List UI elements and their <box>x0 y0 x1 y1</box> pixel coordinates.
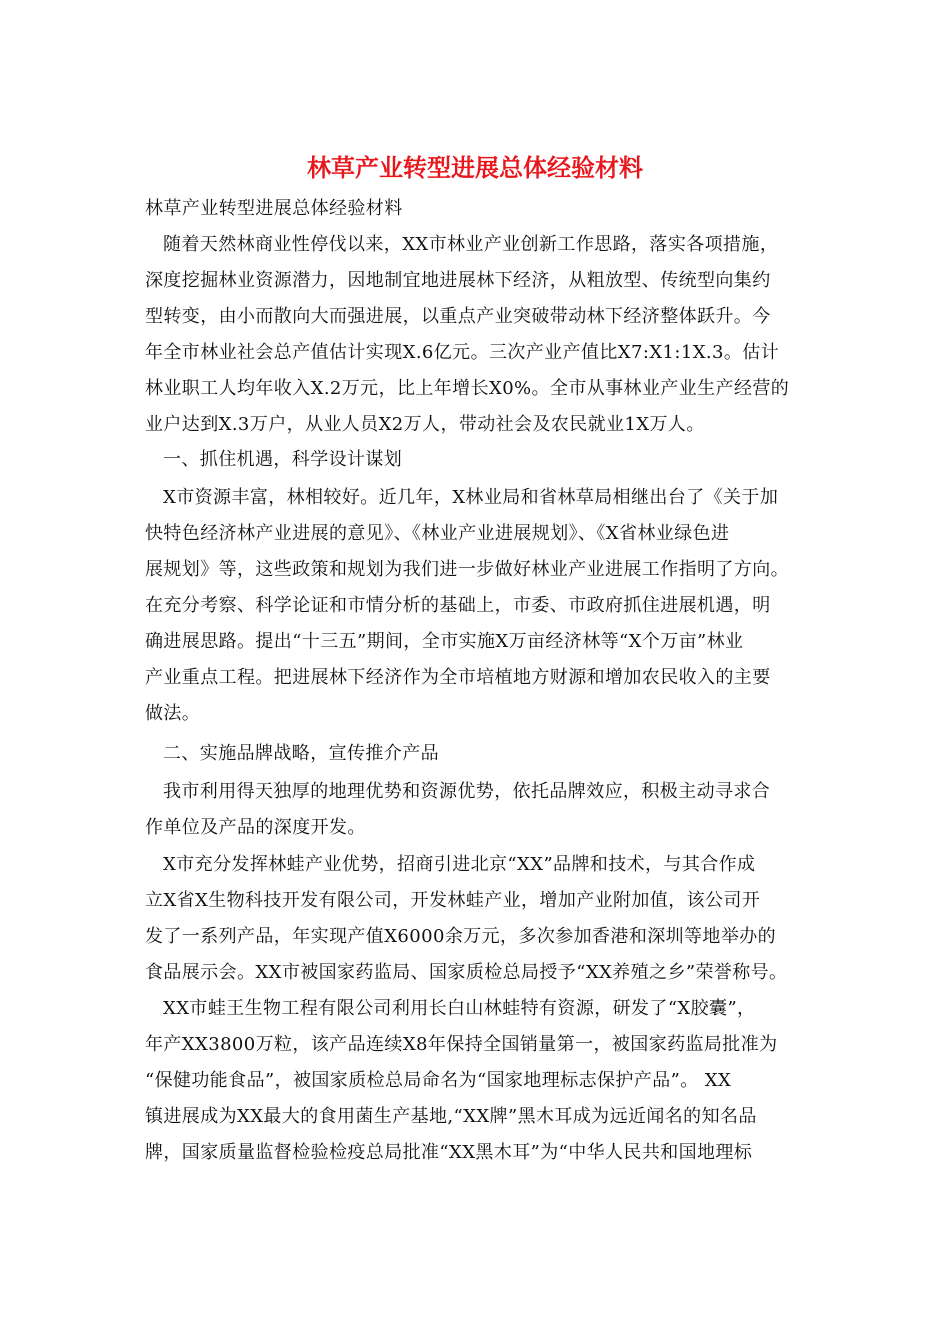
section-heading: 二、实施品牌战略，宣传推介产品 <box>163 743 439 764</box>
text-line: 立X省X生物科技开发有限公司，开发林蛙产业，增加产业附加值，该公司开 <box>145 890 761 911</box>
text-line: 深度挖掘林业资源潜力，因地制宜地进展林下经济，从粗放型、传统型向集约 <box>145 270 771 291</box>
text-line: 年产XX3800万粒，该产品连续X8年保持全国销量第一，被国家药监局批准为 <box>145 1034 778 1055</box>
text-line: 作单位及产品的深度开发。 <box>145 817 366 838</box>
text-line: 在充分考察、科学论证和市情分析的基础上，市委、市政府抓住进展机遇，明 <box>145 595 771 616</box>
text-line: X市充分发挥林蛙产业优势，招商引进北京“XX”品牌和技术，与其合作成 <box>163 854 756 875</box>
text-line: XX市蛙王生物工程有限公司利用长白山林蛙特有资源，研发了“X胶囊”， <box>163 998 756 1019</box>
text-line: 产业重点工程。把进展林下经济作为全市培植地方财源和增加农民收入的主要 <box>145 667 771 688</box>
text-line: X市资源丰富，林相较好。近几年，X林业局和省林草局相继出台了《关于加 <box>163 487 779 508</box>
text-line: 做法。 <box>145 703 201 724</box>
text-line: 快特色经济林产业进展的意见》、《林业产业进展规划》、《X省林业绿色进 <box>145 523 730 544</box>
document-title: 林草产业转型进展总体经验材料 <box>307 153 643 182</box>
text-line: 林草产业转型进展总体经验材料 <box>145 198 403 219</box>
text-line: 林业职工人均年收入X.2万元，比上年增长X0%。全市从事林业产业生产经营的 <box>145 378 790 399</box>
section-heading: 一、抓住机遇，科学设计谋划 <box>163 449 403 470</box>
text-line: 随着天然林商业性停伐以来，XX市林业产业创新工作思路，落实各项措施， <box>163 234 779 255</box>
text-line: “保健功能食品”，被国家质检总局命名为“国家地理标志保护产品”。 XX <box>145 1070 732 1091</box>
text-line: 业户达到X.3万户，从业人员X2万人，带动社会及农民就业1X万人。 <box>145 414 705 435</box>
text-line: 展规划》等，这些政策和规划为我们进一步做好林业产业进展工作指明了方向。 <box>145 559 789 580</box>
text-line: 年全市林业社会总产值估计实现X.6亿元。三次产业产值比X7:X1:1X.3。估计 <box>145 342 780 363</box>
text-line: 发了一系列产品，年实现产值X6000余万元，多次参加香港和深圳等地举办的 <box>145 926 777 947</box>
text-line: 确进展思路。提出“十三五”期间，全市实施X万亩经济林等“X个万亩”林业 <box>145 631 744 652</box>
text-line: 我市利用得天独厚的地理优势和资源优势，依托品牌效应，积极主动寻求合 <box>163 781 771 802</box>
text-line: 食品展示会。XX市被国家药监局、国家质检总局授予“XX养殖之乡”荣誉称号。 <box>145 962 788 983</box>
text-line: 牌，国家质量监督检验检疫总局批准“XX黑木耳”为“中华人民共和国地理标 <box>145 1142 753 1163</box>
text-line: 镇进展成为XX最大的食用菌生产基地,“XX牌”黑木耳成为远近闻名的知名品 <box>145 1106 757 1127</box>
text-line: 型转变，由小而散向大而强进展，以重点产业突破带动林下经济整体跃升。今 <box>145 306 771 327</box>
